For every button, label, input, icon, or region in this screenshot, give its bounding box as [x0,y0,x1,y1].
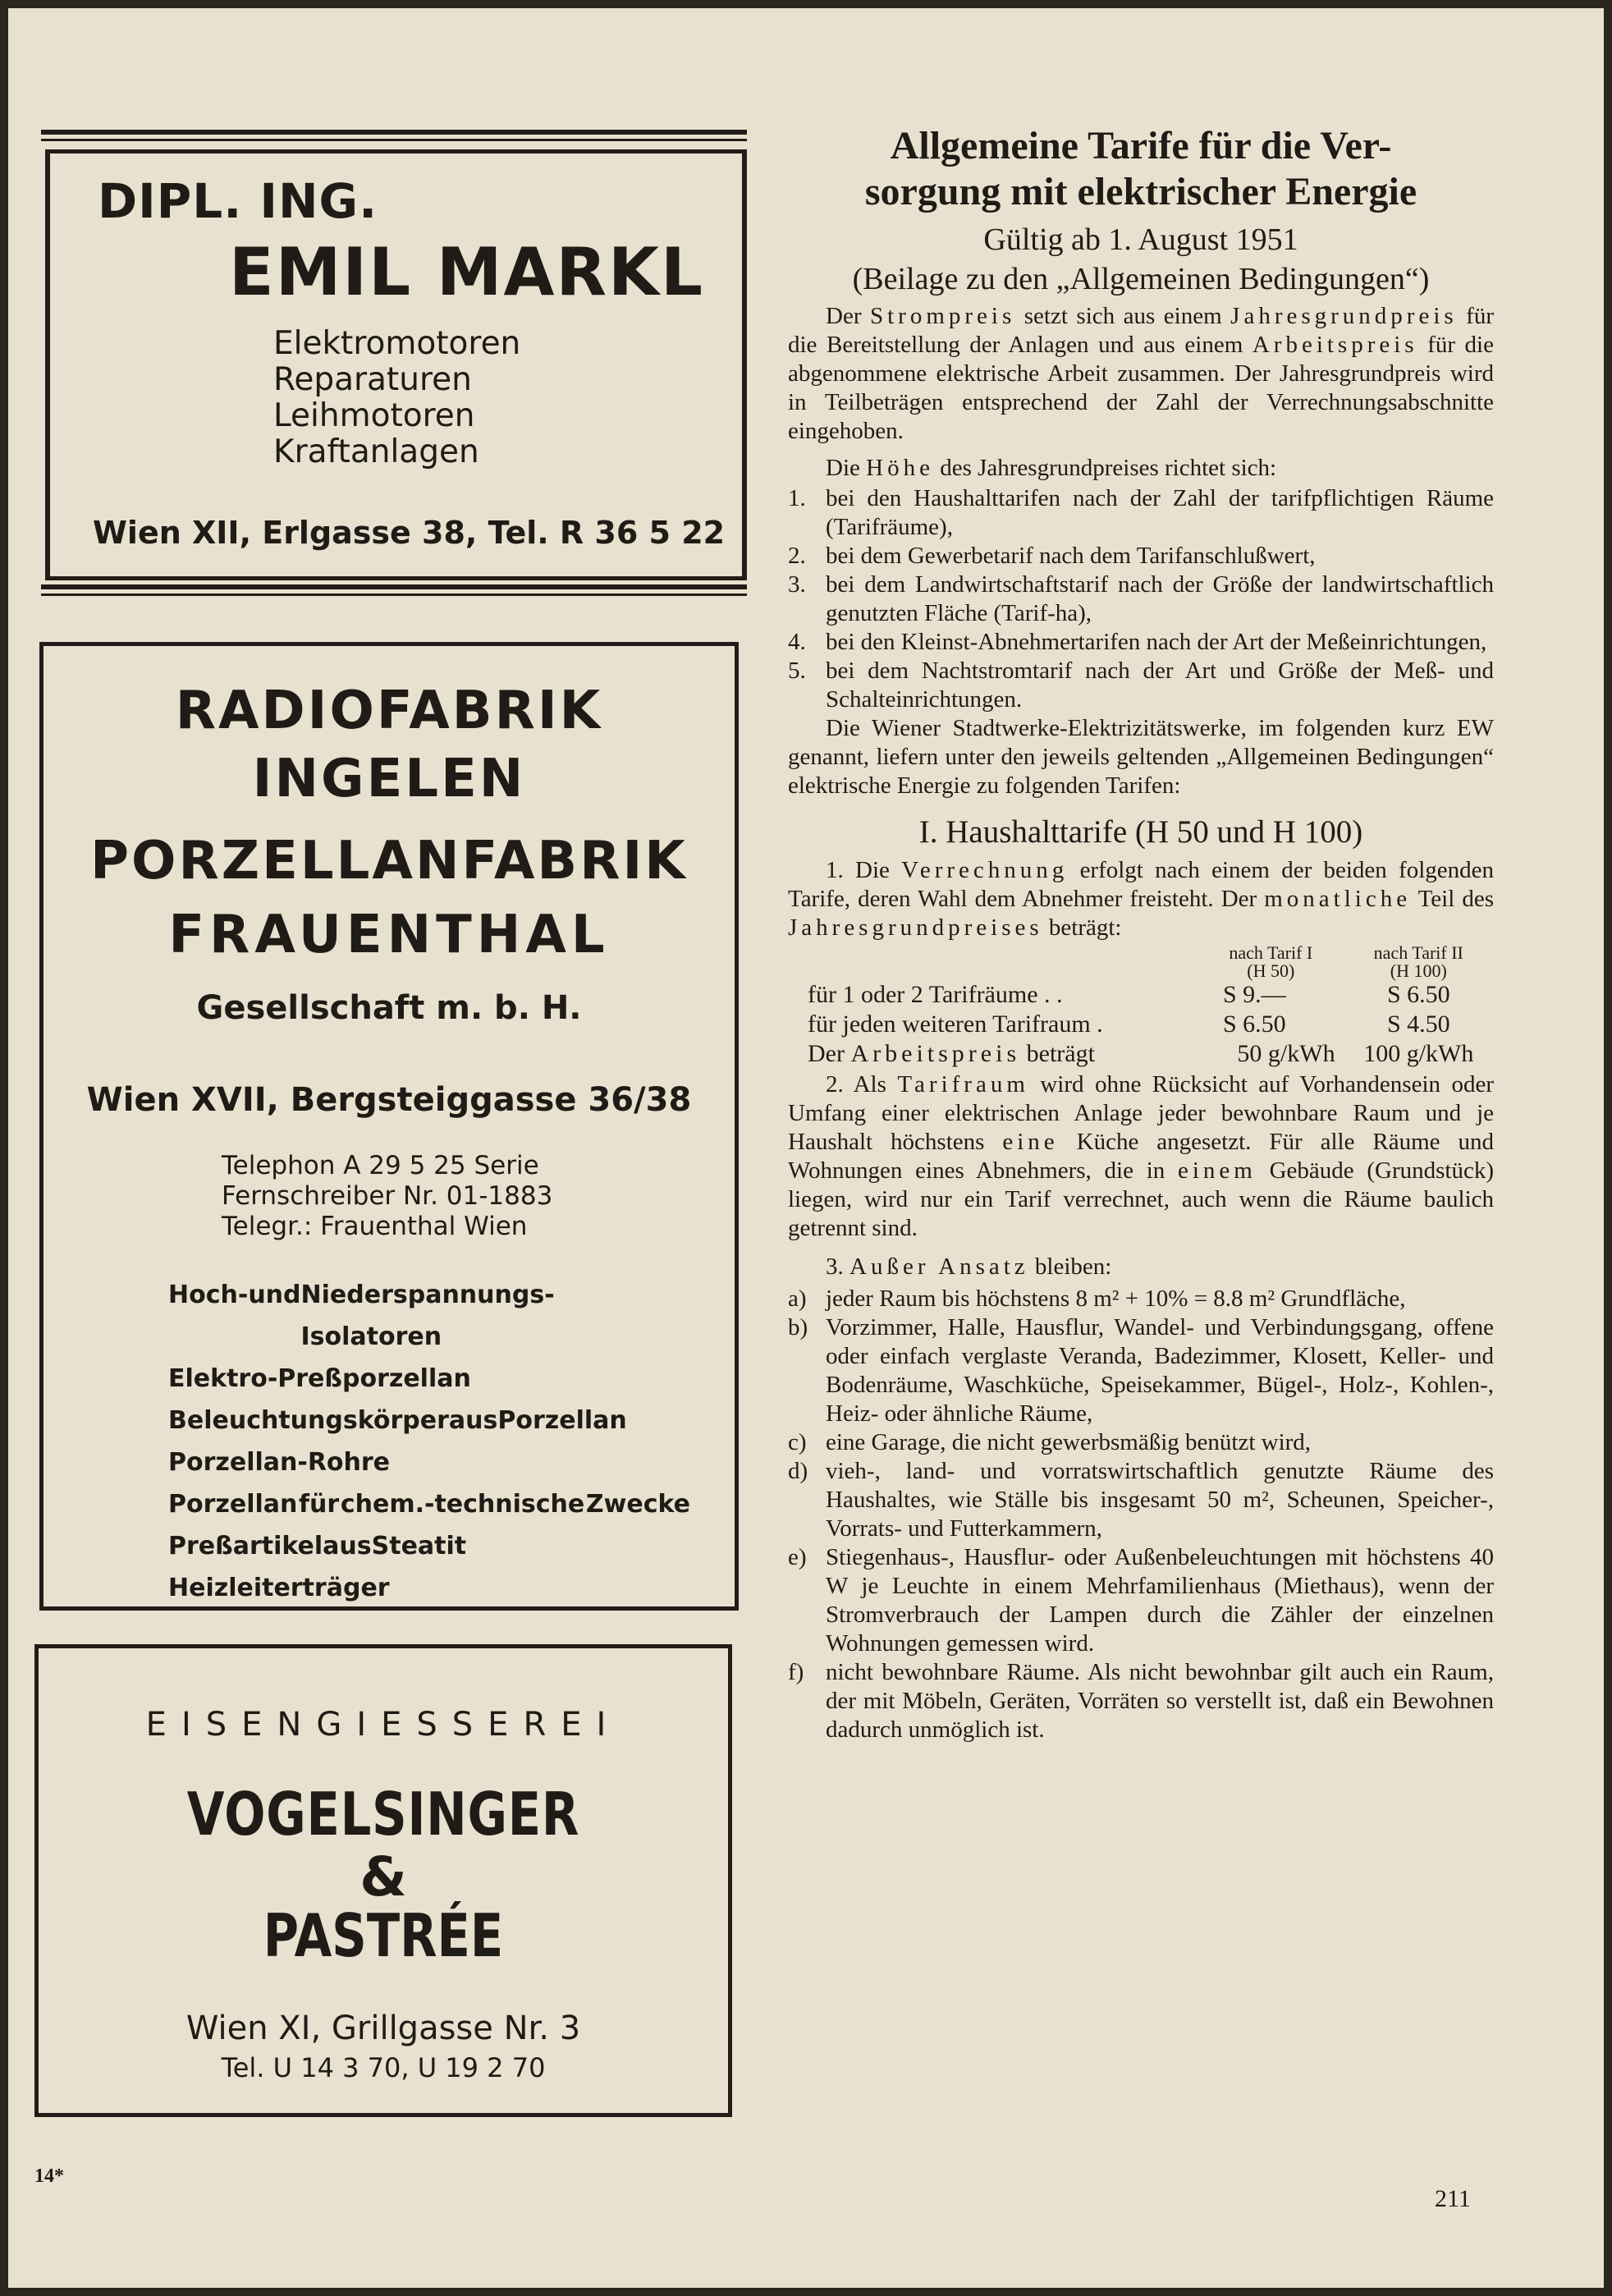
service-item: Leihmotoren [273,397,475,434]
basis-list [788,484,1494,714]
list-item: f) nicht bewohnbare Räume. Als nicht bewohnbar gilt auch ein Raum, der mit Möbeln, Geräten, Vorräten so verstellt ist, daß ein Bewohnen dadurch unmöglich ist. [788,1659,1494,1743]
ad-vogelsinger-line2: VOGELSINGER [186,1780,580,1849]
service-item: Reparaturen [273,361,472,398]
table-row: für 1 oder 2 Tarifräume . . S 9.— S 6.50 [808,981,1450,1008]
article-body [788,302,1494,1744]
paragraph: Die Höhe des Jahresgrundpreises richtet sich: [826,455,1277,481]
ad-vogelsinger-line1: EISENGIESSEREI [145,1706,621,1744]
product-line: Elektro-Preßporzellan [168,1364,471,1393]
mid-rule-thin [41,593,747,596]
ad-markl-title: DIPL. ING. [98,173,378,229]
ad-ingelen-line2: INGELEN [252,749,526,809]
paragraph: 1. Die Verrechnung erfolgt nach einem der beiden folgenden Tarife, deren Wahl dem Abnehmer freisteht. Der monatliche Teil des Jahresgrundpreises beträgt: [788,857,1495,941]
ad-ingelen-contact [222,1151,552,1242]
ad-ingelen-frauenthal [39,642,739,1611]
ad-vogelsinger-pastree [34,1644,732,2117]
article-valid-date: Gültig ab 1. August 1951 [983,222,1298,257]
ad-ingelen-line3: PORZELLANFABRIK [90,831,688,891]
paragraph: 3. Außer Ansatz bleiben: [826,1253,1112,1280]
table-row: für jeden weiteren Tarifraum . S 6.50 S 4.50 [808,1011,1450,1038]
list-item: 3. bei dem Landwirtschaftstarif nach der Größe der landwirtschaftlich genutzten Fläche (Tarif-ha), [788,571,1494,626]
paragraph: Die Wiener Stadtwerke-Elektrizitätswerke, im folgenden kurz EW genannt, liefern unter den jeweils geltenden „Allgemeinen Bedingungen“ elektrische Energie zu folgenden Tarifen: [788,715,1494,799]
ad-vogelsinger-line3: & [359,1845,407,1909]
ad-ingelen-products [168,1274,694,1609]
ad-vogelsinger-tel: Tel. U 14 3 70, U 19 2 70 [221,2052,546,2083]
page-number: 211 [1435,2185,1471,2212]
product-line: Preßartikel aus Steatit [168,1532,467,1560]
contact-line: Fernschreiber Nr. 01-1883 [222,1181,553,1211]
service-item: Elektromotoren [273,325,521,362]
list-item: 1. bei den Haushalttarifen nach der Zahl der tarifpflichtigen Räume (Tarifräume), [788,485,1494,540]
exclusion-list [788,1285,1494,1744]
paragraph: Der Strompreis setzt sich aus einem Jahresgrundpreis für die Bereitstellung der Anlagen und aus einem Arbeitspreis für die abgenommene elektrische Arbeit zusammen. Der Jahresgrundpreis wird in Teilbeträgen entsprechend der Zahl der Verrechnungsabschnitte eingehoben. [788,303,1494,444]
ad-ingelen-line4: FRAUENTHAL [168,905,610,965]
ad-ingelen-line1: RADIOFABRIK [175,681,603,741]
section-heading: I. Haushalttarife (H 50 und H 100) [918,814,1363,850]
ad-ingelen-address: Wien XVII, Bergsteiggasse 36/38 [86,1081,692,1119]
table-header: nach Tarif I (H 50) nach Tarif II (H 100) [1229,942,1463,981]
tariff-table [788,944,1494,1069]
ad-vogelsinger-address: Wien XI, Grillgasse Nr. 3 [185,2010,581,2047]
tariff-article [788,123,1494,1744]
contact-line: Telegr.: Frauenthal Wien [222,1212,528,1241]
article-supplement: (Beilage zu den „Allgemeinen Bedingungen“) [852,262,1430,296]
top-rule-thin [41,139,747,141]
list-item: 2. bei dem Gewerbetarif nach dem Tarifanschlußwert, [788,543,1316,569]
ad-vogelsinger-line4: PASTRÉE [263,1901,504,1970]
article-title: Allgemeine Tarife für die Ver- sorgung mit elektrischer Energie [864,124,1417,213]
product-line: Hoch- und Niederspannungs-Isolatoren [168,1281,555,1351]
ad-markl-name: EMIL MARKL [229,234,704,310]
product-line: Beleuchtungskörper aus Porzellan [168,1406,627,1435]
list-item: c) eine Garage, die nicht gewerbsmäßig benützt wird, [788,1429,1312,1455]
list-item: 5. bei dem Nachtstromtarif nach der Art und Größe der Meß- und Schalteinrichtungen. [788,658,1494,713]
product-line: Porzellan für chem.-technische Zwecke [168,1490,690,1519]
ad-ingelen-company: Gesellschaft m. b. H. [196,989,582,1027]
contact-line: Telephon A 29 5 25 Serie [222,1151,539,1180]
paragraph: 2. Als Tarifraum wird ohne Rücksicht auf Vorhandensein oder Umfang einer elektrischen Anlage jeder bewohnbare Raum und je Haushalt höchstens eine Küche angesetzt. Für alle Räume und Wohnungen eines Abnehmers, die in einem Gebäude (Grundstück) liegen, wird nur ein Tarif verrechnet, auch wenn die Räume baulich getrennt sind. [788,1071,1495,1241]
list-item: d) vieh-, land- und vorratswirtschaftlich genutzte Räume des Haushaltes, wie Ställe bis insgesamt 50 m², Scheunen, Speicher-, Vorrats- und Futterkammern, [788,1458,1494,1542]
sheet-signature: 14* [34,2165,64,2187]
ad-markl-services [273,326,520,470]
list-item: b) Vorzimmer, Halle, Hausflur, Wandel- und Verbindungsgang, offene oder einfach verglaste Veranda, Badezimmer, Klosett, Keller- und Bodenräume, Waschküche, Speisekammer, Bügel-, Holz-, Kohlen-, Heiz- oder ähnliche Räume, [788,1314,1494,1427]
product-line: Porzellan-Rohre [168,1448,391,1477]
top-rule [41,130,747,135]
table-row: Der Arbeitspreis beträgt 50 g/kWh 100 g/kWh [808,1040,1474,1067]
product-line: Heizleiterträger [168,1574,390,1602]
service-item: Kraftanlagen [273,433,479,470]
list-item: 4. bei den Kleinst-Abnehmertarifen nach der Art der Meßeinrichtungen, [788,629,1487,655]
ad-markl-address: Wien XII, Erlgasse 38, Tel. R 36 5 22 [93,515,726,551]
list-item: e) Stiegenhaus-, Hausflur- oder Außenbeleuchtungen mit höchstens 40 W je Leuchte in einem Mehrfamilienhaus (Miethaus), wenn der Stromverbrauch der Lampen durch die Zähler der einzelnen Wohnungen gemessen wird. [788,1544,1494,1657]
ad-markl [45,149,747,580]
mid-rule [41,584,747,589]
list-item: a) jeder Raum bis höchstens 8 m² + 10% = 8.8 m² Grundfläche, [788,1285,1406,1312]
